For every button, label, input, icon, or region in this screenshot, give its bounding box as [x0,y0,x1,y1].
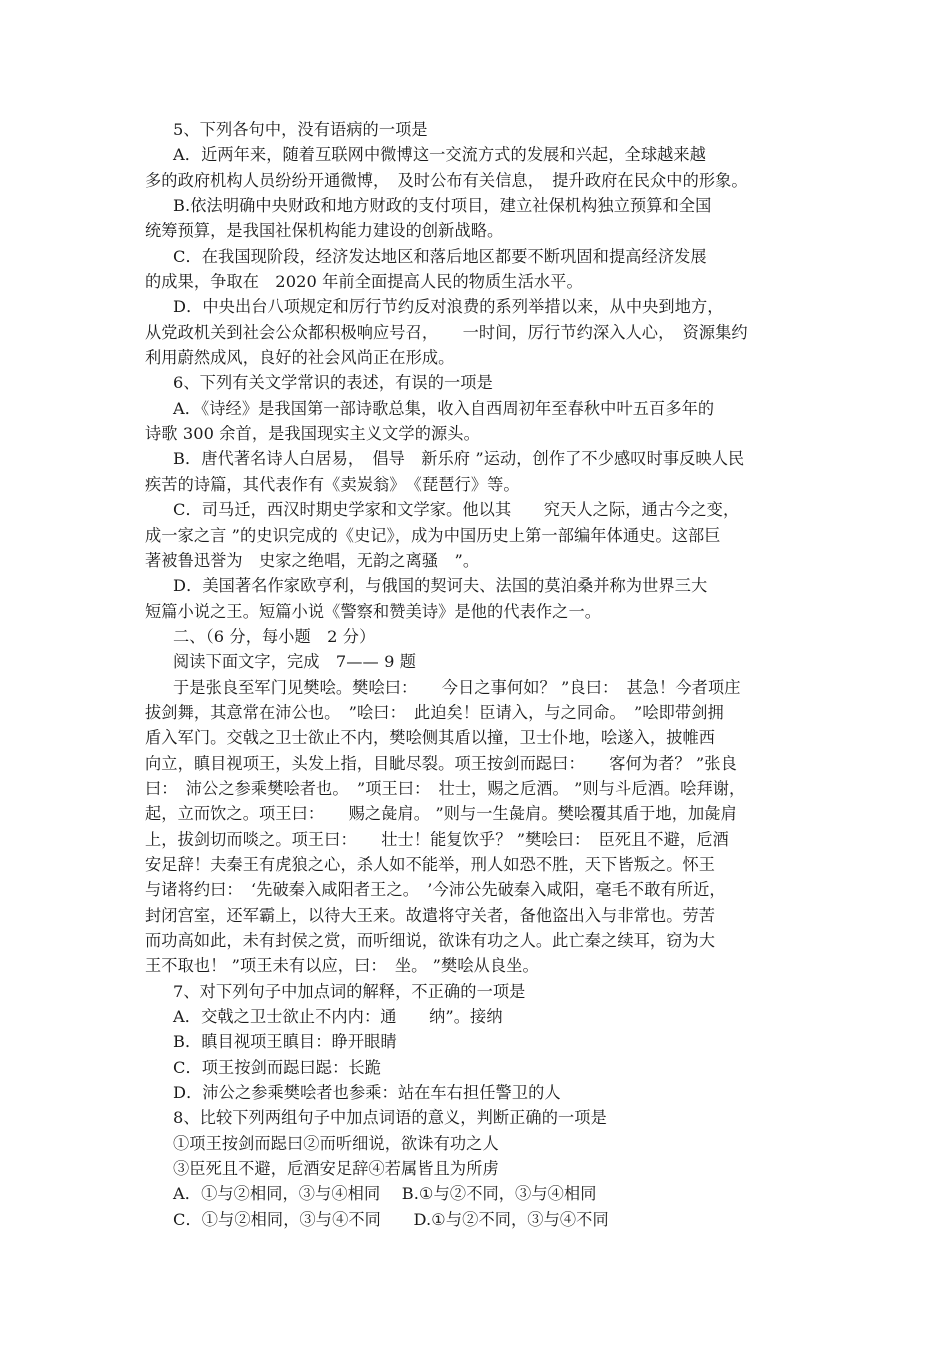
text-line: 短篇小说之王。短篇小说《警察和赞美诗》是他的代表作之一。 [145,601,602,621]
text-line: 曰： 沛公之参乘樊哙者也。 ”项王曰： 壮士，赐之卮酒。 ”则与斗卮酒。哙拜谢， [145,778,746,798]
text-line: 上，拔剑切而啖之。项王曰： 壮士！能复饮乎？ ”樊哙曰： 臣死且不避，卮酒 [145,829,729,849]
text-line: 二、（6 分，每小题 2 分） [173,626,376,646]
text-line: 向立，瞋目视项王，头发上指，目眦尽裂。项王按剑而跽曰： 客何为者？ ”张良 [145,753,737,773]
text-line: ③臣死且不避，卮酒安足辞④若属皆且为所虏 [173,1159,499,1179]
text-line: 著被鲁迅誉为 史家之绝唱，无韵之离骚 ”。 [145,550,480,570]
text-line: 而功高如此，未有封侯之赏，而听细说，欲诛有功之人。此亡秦之续耳，窃为大 [145,931,716,950]
text-line: 盾入军门。交戟之卫士欲止不内，樊哙侧其盾以撞，卫士仆地，哙遂入，披帷西 [145,728,716,748]
document-body [145,117,810,1232]
text-line: A．①与②相同，③与④相同 B.①与②不同，③与④相同 [173,1184,597,1204]
text-line: 起，立而饮之。项王曰： 赐之彘肩。 ”则与一生彘肩。樊哙覆其盾于地，加彘肩 [145,804,737,824]
text-line: D．美国著名作家欧亨利，与俄国的契诃夫、法国的莫泊桑并称为世界三大 [173,576,708,596]
text-line: 多的政府机构人员纷纷开通微博， 及时公布有关信息， 提升政府在民众中的形象。 [145,170,748,190]
text-line: B．唐代著名诗人白居易， 倡导 新乐府 ”运动，创作了不少感叹时事反映人民 [173,449,745,469]
text-line: B.依法明确中央财政和地方财政的支付项目，建立社保机构独立预算和全国 [173,196,712,216]
text-line: ①项王按剑而跽曰②而听细说，欲诛有功之人 [173,1133,499,1153]
text-line: A．近两年来，随着互联网中微博这一交流方式的发展和兴起，全球越来越 [173,145,706,165]
text-line: 成一家之言 ”的史识完成的《史记》，成为中国历史上第一部编年体通史。这部巨 [145,525,721,545]
text-line: A．《诗经》是我国第一部诗歌总集，收入自西周初年至春秋中叶五百多年的 [173,398,715,418]
text-line: C．在我国现阶段，经济发达地区和落后地区都要不断巩固和提高经济发展 [173,246,707,266]
text-line: 6、下列有关文学常识的表述，有误的一项是 [173,373,493,393]
text-line: A．交戟之卫士欲止不内内：通 纳”。接纳 [173,1007,503,1027]
text-line: 阅读下面文字，完成 7—— 9 题 [173,652,417,672]
text-line: C．①与②相同，③与④不同 D.①与②不同，③与④不同 [173,1209,609,1229]
text-line: 7、对下列句子中加点词的解释，不正确的一项是 [173,981,526,1001]
text-line: 王不取也！ ”项王未有以应，曰： 坐。 ”樊哙从良坐。 [145,956,539,976]
text-line: B．瞋目视项王瞋目：睁开眼睛 [173,1032,397,1052]
text-line: 封闭宫室，还军霸上，以待大王来。故遣将守关者，备他盗出入与非常也。劳苦 [145,905,716,925]
text-line: 利用蔚然成风，良好的社会风尚正在形成。 [145,348,455,368]
text-line: 统筹预算，是我国社保机构能力建设的创新战略。 [145,221,504,241]
text-line: 8、比较下列两组句子中加点词语的意义，判断正确的一项是 [173,1108,607,1128]
text-line: 安足辞！夫秦王有虎狼之心，杀人如不能举，刑人如恐不胜，天下皆叛之。怀王 [145,854,716,874]
text-line: 疾苦的诗篇，其代表作有《卖炭翁》 《琵琶行》等。 [145,474,520,494]
text-line: 拔剑舞，其意常在沛公也。 ”哙曰： 此迫矣！臣请入，与之同命。 ”哙即带剑拥 [145,702,724,722]
text-line: 从党政机关到社会公众都积极响应号召， 一时间，厉行节约深入人心， 资源集约 [145,322,748,342]
text-line: 与诸将约曰： ‘先破秦入咸阳者王之。 ’今沛公先破秦入咸阳，毫毛不敢有所近， [145,880,726,900]
text-line: D．沛公之参乘樊哙者也参乘：站在车右担任警卫的人 [173,1083,561,1103]
text-line: C．司马迁，西汉时期史学家和文学家。他以其 究天人之际，通古今之变， [173,500,740,520]
text-line: 的成果，争取在 2020 年前全面提高人民的物质生活水平。 [145,272,583,292]
text-line: 诗歌 300 余首，是我国现实主义文学的源头。 [145,424,480,444]
text-line: C．项王按剑而跽曰跽：长跪 [173,1057,381,1077]
text-line: 于是张良至军门见樊哙。樊哙曰： 今日之事何如？ ”良曰： 甚急！今者项庄 [173,677,741,697]
text-line: D．中央出台八项规定和厉行节约反对浪费的系列举措以来，从中央到地方， [173,297,724,317]
text-line: 5、下列各句中，没有语病的一项是 [173,120,428,139]
